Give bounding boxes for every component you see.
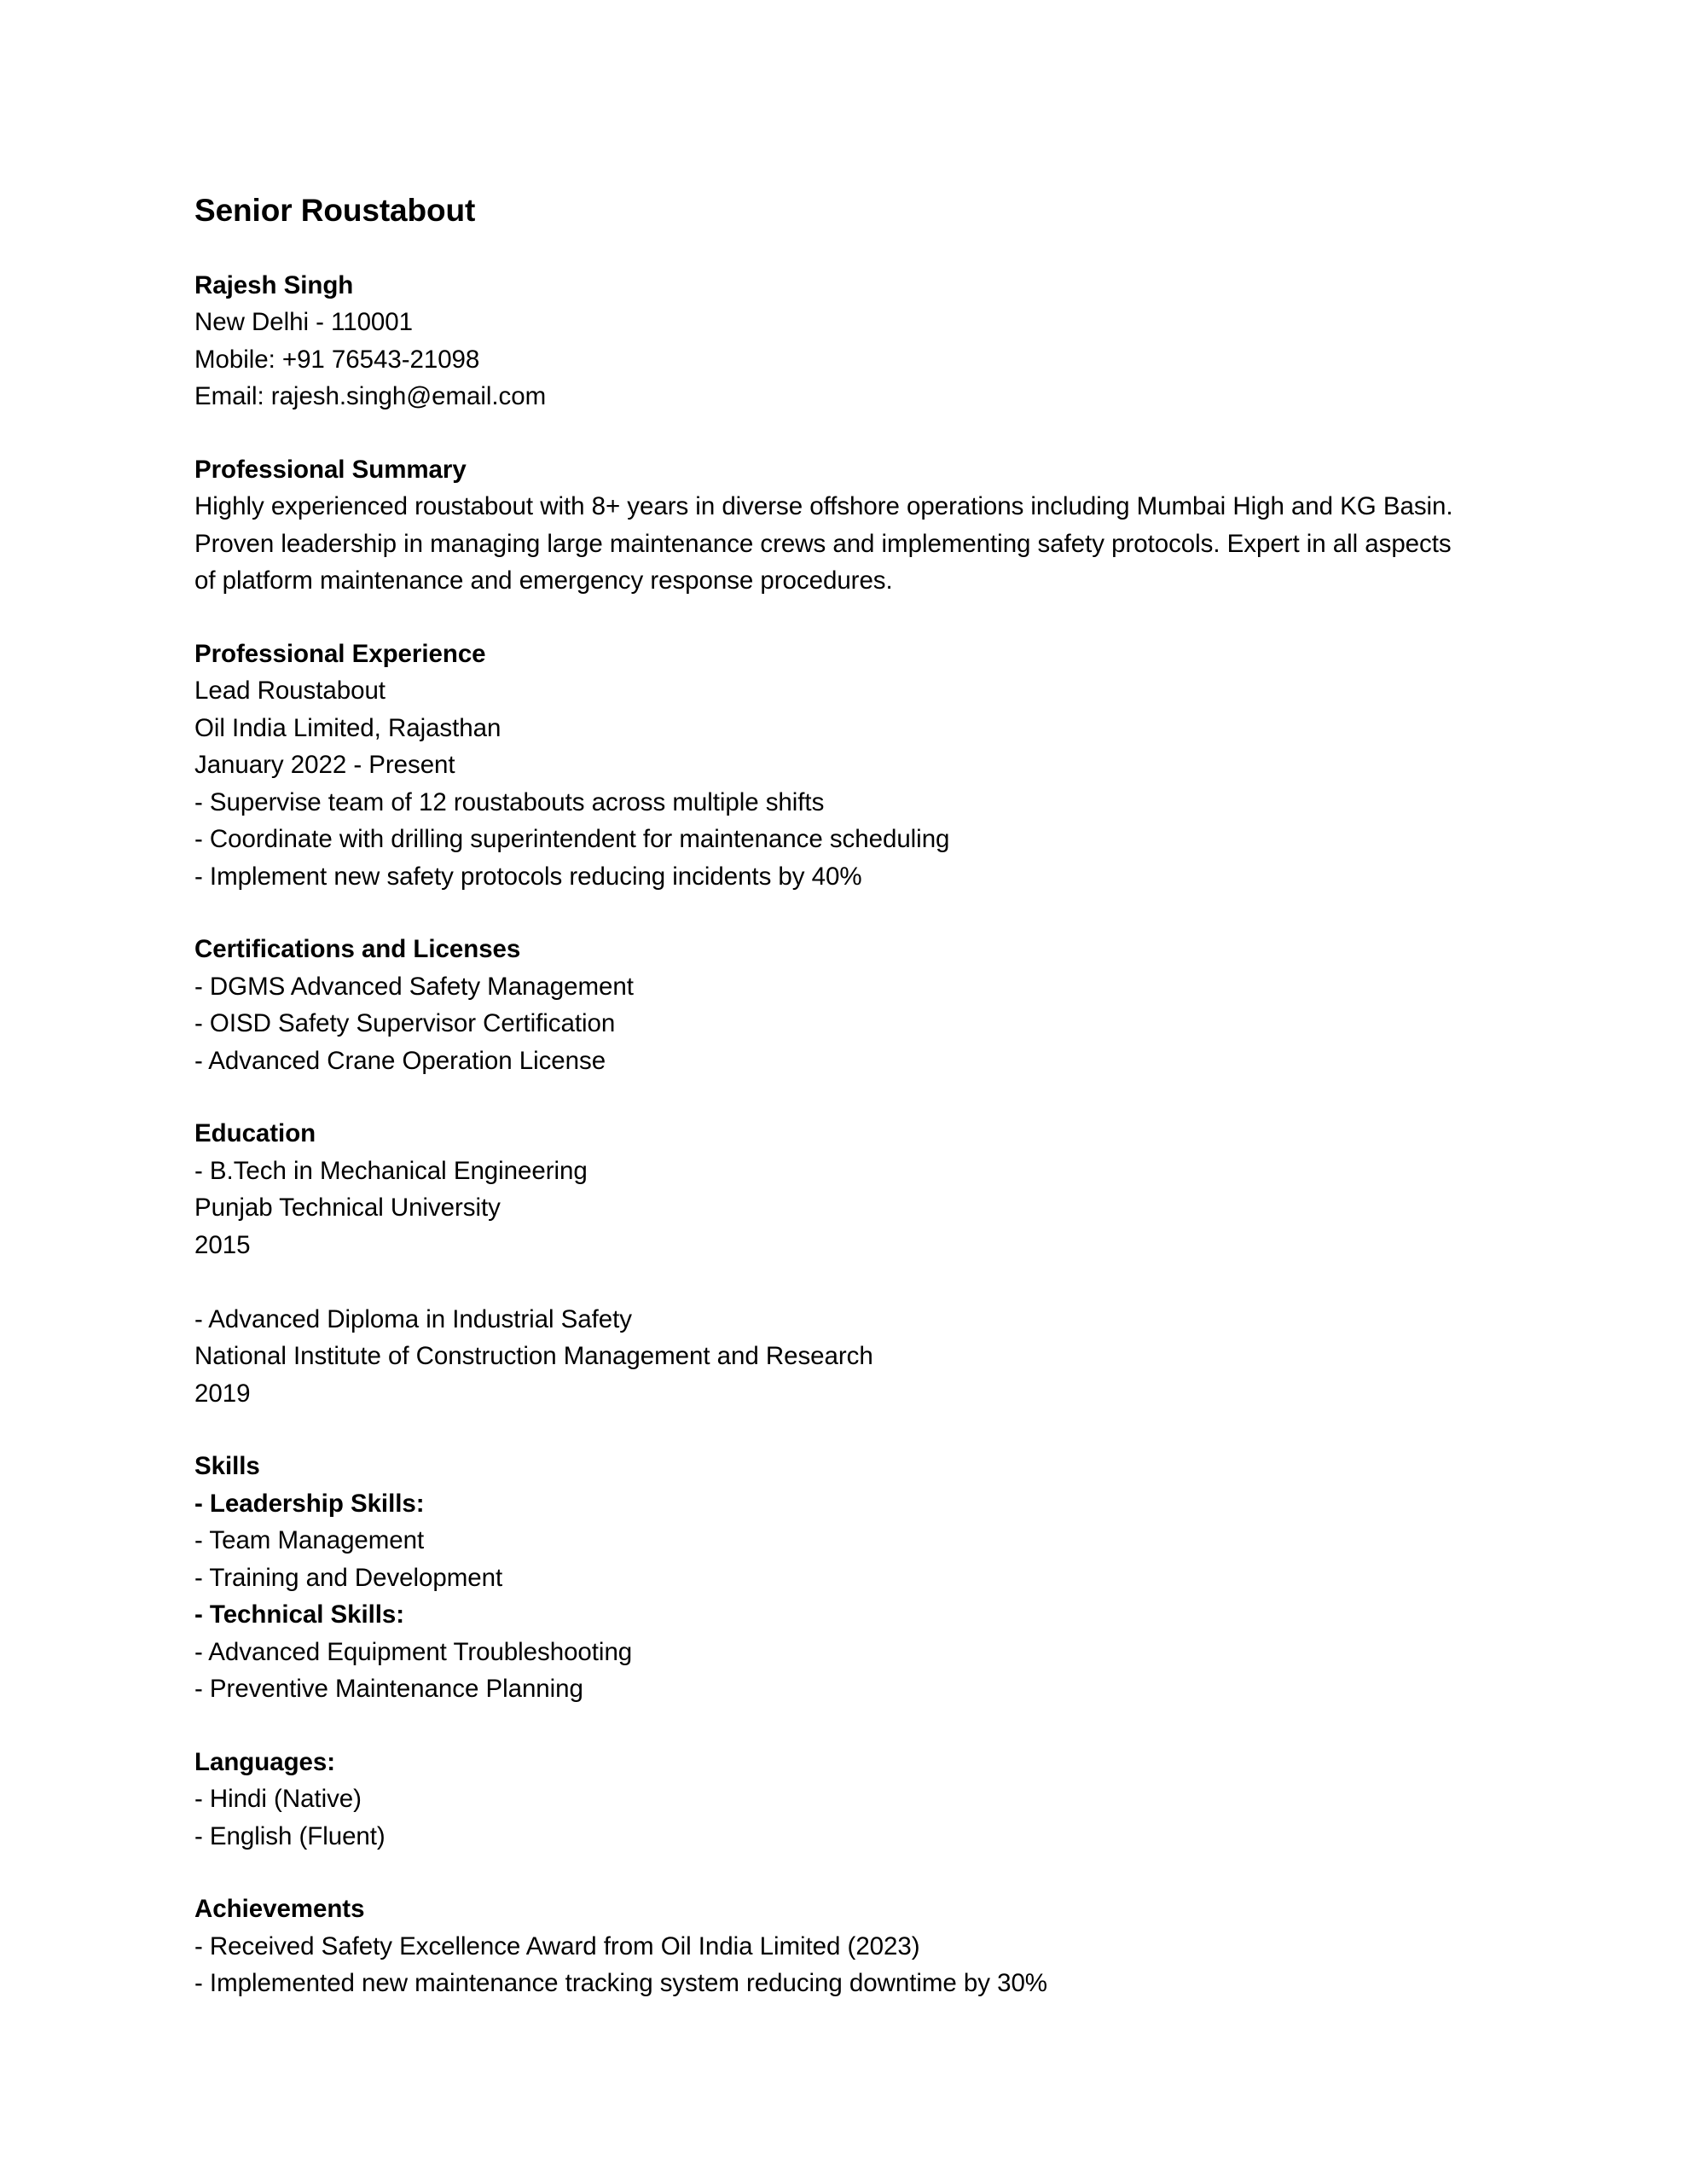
text-line: - Received Safety Excellence Award from Oil India Limited (2023): [194, 1931, 920, 1960]
text-line: - Team Management: [194, 1526, 425, 1555]
section-contact: [194, 267, 1470, 415]
text-line: Email: rajesh.singh@email.com: [194, 382, 547, 411]
text-line: Lead Roustabout: [194, 677, 386, 706]
text-line: Oil India Limited, Rajasthan: [194, 713, 501, 742]
page-title: Senior Roustabout: [194, 193, 476, 228]
text-line: - Advanced Equipment Troubleshooting: [194, 1637, 633, 1666]
text-line: - Supervise team of 12 roustabouts across multiple shifts: [194, 787, 825, 816]
section-education: [194, 1115, 1470, 1412]
text-line: January 2022 - Present: [194, 751, 455, 780]
text-line: - Preventive Maintenance Planning: [194, 1675, 583, 1704]
section-professional-experience: [194, 636, 1470, 896]
section-heading: Achievements: [194, 1895, 365, 1924]
section-heading: Certifications and Licenses: [194, 935, 521, 964]
text-line: Mobile: +91 76543-21098: [194, 345, 480, 374]
section-languages: [194, 1744, 1470, 1856]
text-line: - Technical Skills:: [194, 1600, 405, 1629]
text-line: National Institute of Construction Management and Research: [194, 1342, 873, 1371]
text-line: New Delhi - 110001: [194, 308, 414, 337]
section-heading: Rajesh Singh: [194, 270, 354, 299]
text-line: Highly experienced roustabout with 8+ years in diverse offshore operations including Mumbai High and KG Basin. Proven leadership in managing large maintenance crews and implementing safety protocols. Expert in all aspects of platform maintenance and emergency response procedures.: [194, 492, 1453, 595]
blank-line: [194, 1263, 1470, 1301]
text-line: - Implement new safety protocols reducing incidents by 40%: [194, 862, 862, 891]
section-professional-summary: [194, 451, 1470, 600]
text-line: - Leadership Skills:: [194, 1489, 425, 1518]
text-line: - English (Fluent): [194, 1821, 386, 1850]
section-certifications-and-licenses: [194, 931, 1470, 1079]
section-heading: Professional Experience: [194, 639, 486, 668]
section-heading: Skills: [194, 1452, 260, 1481]
text-line: - Advanced Diploma in Industrial Safety: [194, 1304, 632, 1333]
text-line: - Advanced Crane Operation License: [194, 1046, 606, 1075]
text-line: 2015: [194, 1230, 251, 1259]
section-achievements: [194, 1891, 1470, 2002]
section-heading: Languages:: [194, 1747, 336, 1776]
text-line: 2019: [194, 1379, 251, 1408]
text-line: - B.Tech in Mechanical Engineering: [194, 1156, 588, 1185]
text-line: - Implemented new maintenance tracking system reducing downtime by 30%: [194, 1969, 1047, 1998]
section-heading: Professional Summary: [194, 455, 467, 484]
text-line: - Training and Development: [194, 1563, 503, 1592]
text-line: - OISD Safety Supervisor Certification: [194, 1009, 616, 1038]
section-skills: [194, 1448, 1470, 1708]
text-line: Punjab Technical University: [194, 1194, 501, 1223]
text-line: - DGMS Advanced Safety Management: [194, 972, 634, 1001]
text-line: - Coordinate with drilling superintendent for maintenance scheduling: [194, 825, 950, 854]
text-line: - Hindi (Native): [194, 1785, 362, 1814]
resume-body: [194, 267, 1470, 2002]
section-heading: Education: [194, 1119, 316, 1148]
